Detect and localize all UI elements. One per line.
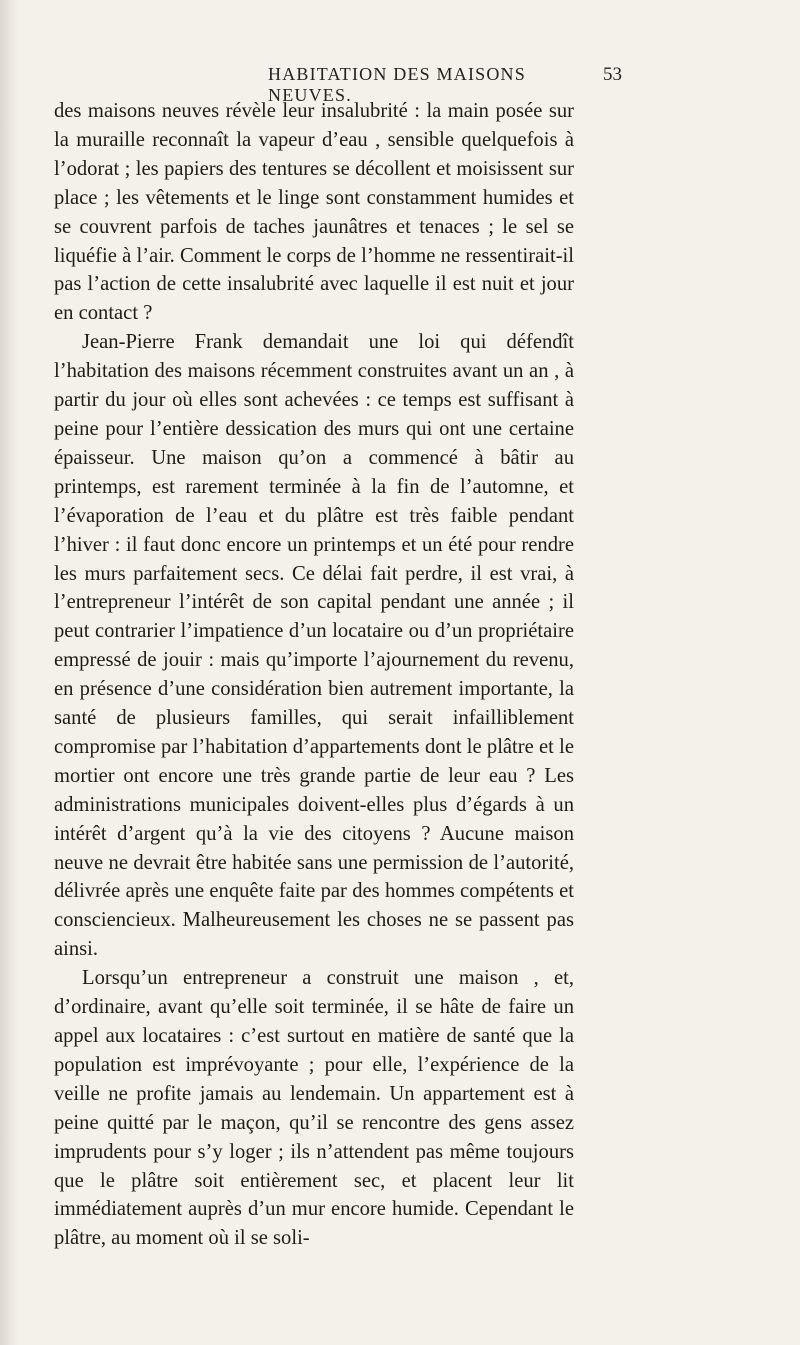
page-number: 53 xyxy=(603,64,622,85)
paragraph-entrepreneur: Lorsqu’un entrepreneur a construit une maison , et, d’ordinaire, avant qu’elle soit terminée, il se hâte de faire un appel aux locataires : c’est surtout en matière de santé que la population est imprévoyante ; pour elle, l’expérience de la veille ne profite jamais au lendemain. Un appartement est à peine quitté par le maçon, qu’il se rencontre des gens assez imprudents pour s’y loger ; ils n’attendent pas même toujours que le plâtre soit entièrement sec, et placent leur lit immédiatement auprès d’un mur encore humide. Cependant le plâtre, au moment où il se soli- xyxy=(54,967,574,1250)
running-title: HABITATION DES MAISONS NEUVES. xyxy=(268,64,526,105)
body-text xyxy=(54,97,574,1253)
page-gutter-shadow xyxy=(0,0,18,1345)
paragraph-continuation: des maisons neuves révèle leur insalubrité : la main posée sur la muraille reconnaît la vapeur d’eau , sensible quelquefois à l’odorat ; les papiers des tentures se décollent et moisissent sur place ; les vêtements et le linge sont constamment humides et se couvrent parfois de taches jaunâtres et tenaces ; le sel se liquéfie à l’air. Comment le corps de l’homme ne ressentirait-il pas l’action de cette insalubrité avec laquelle il est nuit et jour en contact ? xyxy=(54,100,574,325)
page-header xyxy=(50,62,622,105)
paragraph-frank: Jean-Pierre Frank demandait une loi qui défendît l’habitation des maisons récemment construites avant un an , à partir du jour où elles sont achevées : ce temps est suffisant à peine pour l’entière dessication des murs qui ont une certaine épaisseur. Une maison qu’on a commencé à bâtir au printemps, est rarement terminée à la fin de l’automne, et l’évaporation de l’eau et du plâtre est très faible pendant l’hiver : il faut donc encore un printemps et un été pour rendre les murs parfaitement secs. Ce délai fait perdre, il est vrai, à l’entrepreneur l’intérêt de son capital pendant une année ; il peut contrarier l’impatience d’un locataire ou d’un propriétaire empressé de jouir : mais qu’importe l’ajournement du revenu, en présence d’une considération bien autrement importante, la santé de plusieurs familles, qui serait infailliblement compromise par l’habitation d’appartements dont le plâtre et le mortier ont encore une très grande partie de leur eau ? Les administrations municipales doivent-elles plus d’égards à un intérêt d’argent qu’à la vie des citoyens ? Aucune maison neuve ne devrait être habitée sans une permission de l’autorité, délivrée après une enquête faite par des hommes compétents et consciencieux. Malheureusement les choses ne se passent pas ainsi. xyxy=(54,331,574,961)
